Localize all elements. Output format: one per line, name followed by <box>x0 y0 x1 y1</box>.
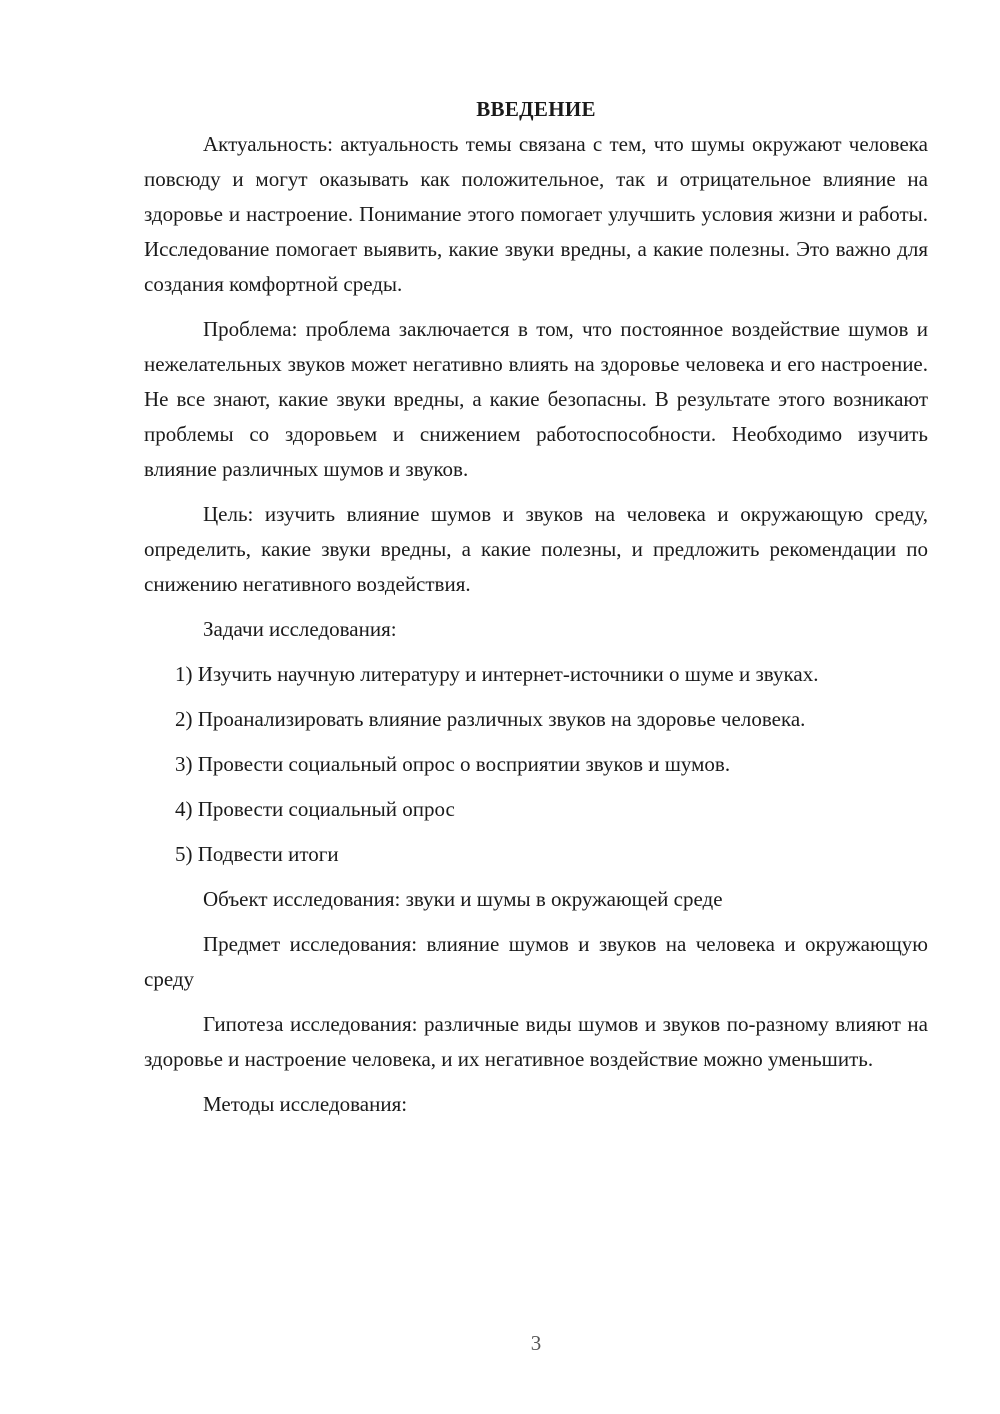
problem-paragraph: Проблема: проблема заключается в том, что постоянное воздействие шумов и нежелательных звуков может негативно влиять на здоровье человека и его настроение. Не все знают, какие звуки вредны, а какие безопасны. В результате этого возникают проблемы со здоровьем и снижением работоспособности. Необходимо изучить влияние различных шумов и звуков. <box>144 317 928 481</box>
task-item-3: 3) Провести социальный опрос о восприятии звуков и шумов. <box>175 752 731 776</box>
relevance-paragraph: Актуальность: актуальность темы связана с тем, что шумы окружают человека повсюду и могут оказывать как положительное, так и отрицательное влияние на здоровье и настроение. Понимание этого помогает улучшить условия жизни и работы. Исследование помогает выявить, какие звуки вредны, а какие полезны. Это важно для создания комфортной среды. <box>144 132 928 296</box>
task-item-2: 2) Проанализировать влияние различных звуков на здоровье человека. <box>175 707 806 731</box>
object-paragraph: Объект исследования: звуки и шумы в окружающей среде <box>203 887 723 911</box>
section-title: ВВЕДЕНИЕ <box>476 97 596 121</box>
task-item-5: 5) Подвести итоги <box>175 842 339 866</box>
hypothesis-paragraph: Гипотеза исследования: различные виды шумов и звуков по-разному влияют на здоровье и настроение человека, и их негативное воздействие можно уменьшить. <box>144 1012 928 1071</box>
methods-heading: Методы исследования: <box>203 1092 408 1116</box>
subject-paragraph: Предмет исследования: влияние шумов и звуков на человека и окружающую среду <box>144 932 928 991</box>
goal-paragraph: Цель: изучить влияние шумов и звуков на человека и окружающую среду, определить, какие звуки вредны, а какие полезны, и предложить рекомендации по снижению негативного воздействия. <box>144 502 928 596</box>
task-item-4: 4) Провести социальный опрос <box>175 797 455 821</box>
task-item-1: 1) Изучить научную литературу и интернет-источники о шуме и звуках. <box>175 662 819 686</box>
page-number: 3 <box>530 1331 542 1355</box>
tasks-heading: Задачи исследования: <box>203 617 397 641</box>
document-page <box>144 92 928 1132</box>
